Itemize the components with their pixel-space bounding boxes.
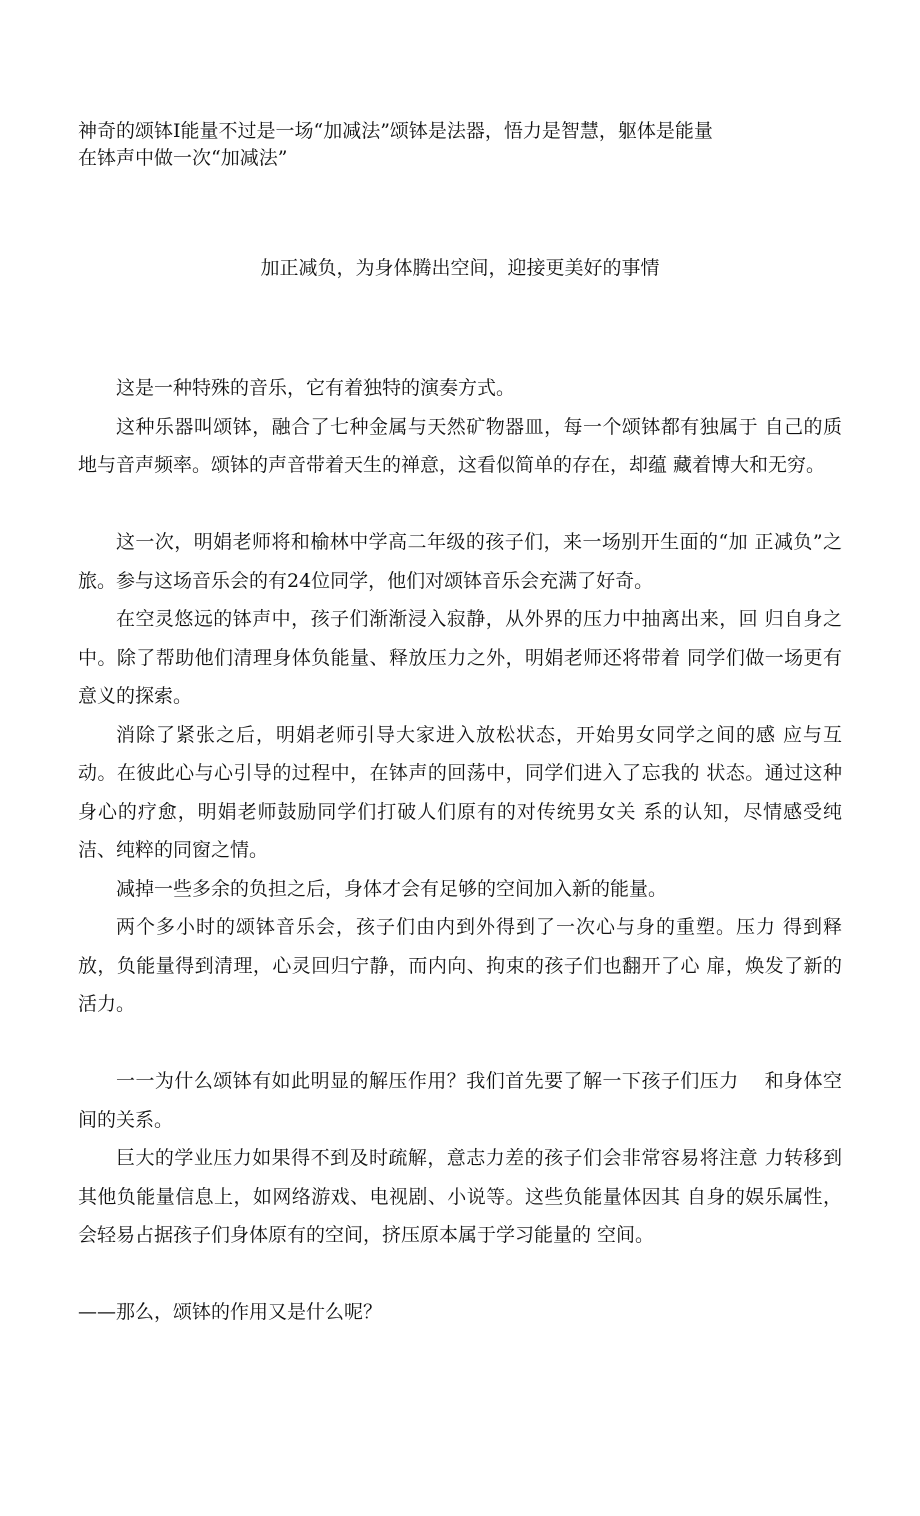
article-body bbox=[78, 369, 842, 1332]
paragraph-closing-question: ——那么，颂钵的作用又是什么呢？ bbox=[78, 1301, 383, 1323]
document-subtitle: 加正减负，为身体腾出空间，迎接更美好的事情 bbox=[260, 257, 660, 279]
paragraph-reshape: 两个多小时的颂钵音乐会，孩子们由内到外得到了一次心与身的重塑。压力 得到释放，负能量得到清理，心灵回归宁静，而内向、拘束的孩子们也翻开了心 扉，焕发了新的活力。 bbox=[78, 916, 842, 1015]
header-line-1: 神奇的颂钵I能量不过是一场“加减法”颂钵是法器，悟力是智慧，躯体是能量 bbox=[78, 120, 713, 142]
paragraph-energy: 减掉一些多余的负担之后，身体才会有足够的空间加入新的能量。 bbox=[116, 877, 668, 900]
document-header bbox=[78, 118, 858, 172]
paragraph-instrument: 这种乐器叫颂钵，融合了七种金属与天然矿物器皿，每一个颂钵都有独属于 自己的质地与音声频率。颂钵的声音带着天生的禅意，这看似简单的存在，却蕴 藏着博大和无穷。 bbox=[78, 415, 842, 476]
paragraph-pressure: 巨大的学业压力如果得不到及时疏解，意志力差的孩子们会非常容易将注意 力转移到其他负能量信息上，如网络游戏、电视剧、小说等。这些负能量体因其 自身的娱乐属性，会轻易占据孩子们身体原有的空间，挤压原本属于学习能量的 空间。 bbox=[78, 1147, 842, 1246]
header-line-2: 在钵声中做一次“加减法” bbox=[78, 147, 288, 169]
paragraph-interaction: 消除了紧张之后，明娟老师引导大家进入放松状态，开始男女同学之间的感 应与互动。在彼此心与心引导的过程中，在钵声的回荡中，同学们进入了忘我的 状态。通过这种身心的疗愈，明娟老师鼓励同学们打破人们原有的对传统男女关 系的认知，尽情感受纯洁、纯粹的同窗之情。 bbox=[78, 723, 842, 861]
paragraph-silence: 在空灵悠远的钵声中，孩子们渐渐浸入寂静，从外界的压力中抽离出来，回 归自身之中。除了帮助他们清理身体负能量、释放压力之外，明娟老师还将带着 同学们做一场更有意义的探索。 bbox=[78, 608, 842, 707]
paragraph-question: 一一为什么颂钵有如此明显的解压作用？我们首先要了解一下孩子们压力 和身体空间的关系。 bbox=[78, 1070, 842, 1131]
paragraph-event: 这一次，明娟老师将和榆林中学高二年级的孩子们，来一场别开生面的“加 正减负”之旅。参与这场音乐会的有24位同学，他们对颂钵音乐会充满了好奇。 bbox=[78, 531, 842, 592]
paragraph-intro: 这是一种特殊的音乐，它有着独特的演奏方式。 bbox=[116, 377, 516, 399]
